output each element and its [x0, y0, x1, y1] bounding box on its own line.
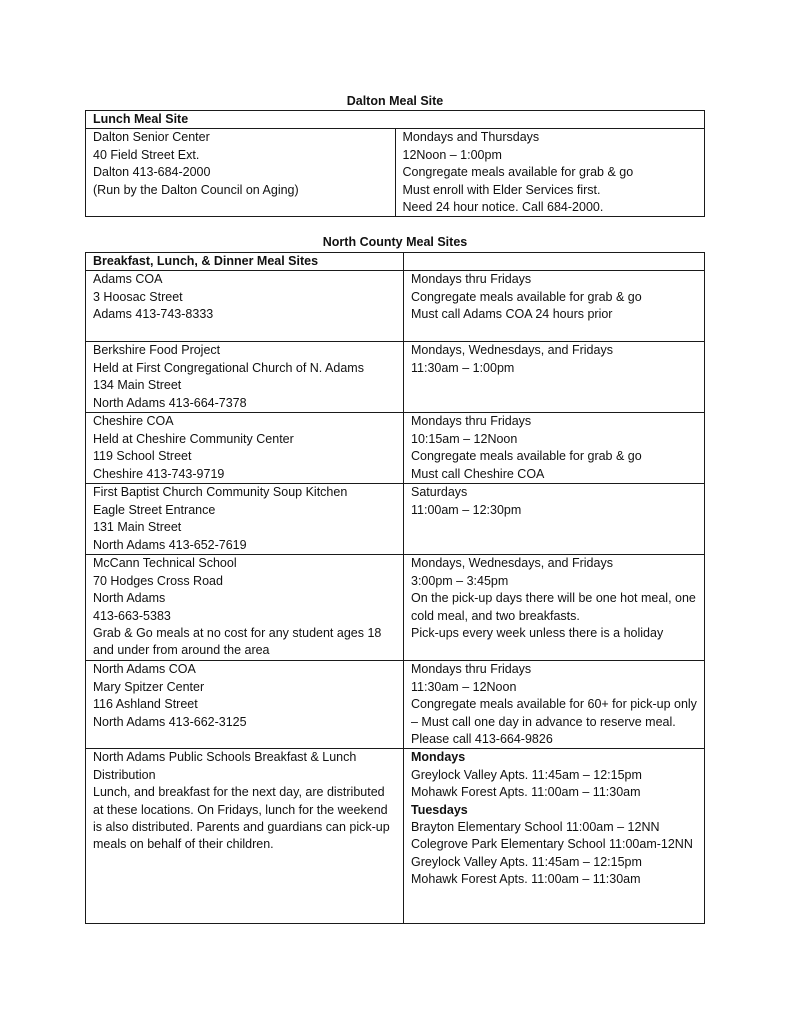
table-row — [86, 555, 705, 661]
site-phone: North Adams 413-662-3125 — [93, 714, 247, 729]
schedule-note: Must call Adams COA 24 hours prior — [411, 307, 613, 322]
schedule-note: On the pick-up days there will be one hot meal, one cold meal, and two breakfasts. — [411, 591, 696, 623]
table-header-row — [86, 111, 705, 129]
schedule-note: Must enroll with Elder Services first. — [402, 182, 601, 197]
site-location: Mary Spitzer Center — [93, 679, 205, 694]
schedule-days: Mondays and Thursdays — [402, 130, 540, 145]
site-location: Eagle Street Entrance — [93, 502, 216, 517]
schedule-location: Mohawk Forest Apts. 11:00am – 11:30am — [411, 785, 641, 800]
meal-sites-header: Breakfast, Lunch, & Dinner Meal Sites — [86, 253, 404, 271]
dalton-meal-table — [85, 110, 705, 217]
schedule-time: 11:30am – 12Noon — [411, 679, 517, 694]
site-location: Held at Cheshire Community Center — [93, 431, 294, 446]
site-address: 3 Hoosac Street — [93, 289, 183, 304]
site-info-cell — [86, 129, 396, 217]
site-info-cell — [86, 555, 404, 661]
schedule-time: 12Noon – 1:00pm — [402, 147, 502, 162]
site-address: 70 Hodges Cross Road — [93, 573, 223, 588]
site-phone: North Adams 413-652-7619 — [93, 537, 247, 552]
schedule-note: Congregate meals available for grab & go — [411, 449, 642, 464]
site-name: Cheshire COA — [93, 414, 174, 429]
site-note: Grab & Go meals at no cost for any student ages 18 and under from around the area — [93, 626, 382, 658]
site-name: First Baptist Church Community Soup Kitchen — [93, 485, 348, 500]
schedule-location: Greylock Valley Apts. 11:45am – 12:15pm — [411, 767, 642, 782]
schedule-time: 11:00am – 12:30pm — [411, 502, 522, 517]
site-info-cell — [86, 413, 404, 484]
schedule-cell — [404, 555, 705, 661]
schedule-cell — [404, 413, 705, 484]
tuesdays-label: Tuesdays — [411, 802, 468, 817]
north-county-section-title: North County Meal Sites — [322, 235, 468, 249]
mondays-label: Mondays — [411, 750, 466, 765]
schedule-cell — [404, 661, 705, 749]
site-address: 119 School Street — [93, 449, 192, 464]
schedule-time: 3:00pm – 3:45pm — [411, 573, 509, 588]
schedule-days: Mondays thru Fridays — [411, 414, 532, 429]
site-location: Held at First Congregational Church of N. Adams — [93, 360, 364, 375]
site-note: (Run by the Dalton Council on Aging) — [93, 182, 299, 197]
schedule-location: Brayton Elementary School 11:00am – 12NN — [411, 820, 660, 835]
table-row — [86, 749, 705, 924]
schedule-note: Must call Cheshire COA — [411, 466, 545, 481]
site-address: 40 Field Street Ext. — [93, 147, 200, 162]
schedule-note: Congregate meals available for 60+ for pick-up only – Must call one day in advance to reserve meal. Please call 413-664-9826 — [411, 697, 697, 747]
schedule-location: Greylock Valley Apts. 11:45am – 12:15pm — [411, 854, 642, 869]
site-info-cell — [86, 661, 404, 749]
site-phone: Adams 413-743-8333 — [93, 307, 214, 322]
schedule-days: Mondays thru Fridays — [411, 662, 532, 677]
schedule-note: Congregate meals available for grab & go — [411, 289, 642, 304]
table-row — [86, 661, 705, 749]
table-row — [86, 484, 705, 555]
table-row — [86, 271, 705, 342]
schedule-time: 11:30am – 1:00pm — [411, 360, 515, 375]
schedule-location: Mohawk Forest Apts. 11:00am – 11:30am — [411, 872, 641, 887]
schedule-cell — [404, 342, 705, 413]
site-phone: 413-663-5383 — [93, 608, 171, 623]
schedule-note: Congregate meals available for grab & go — [402, 165, 634, 180]
schedule-note: Need 24 hour notice. Call 684-2000. — [402, 200, 604, 215]
site-info-cell — [86, 484, 404, 555]
table-header-row — [86, 253, 705, 271]
table-row — [86, 342, 705, 413]
schedule-cell — [404, 271, 705, 342]
table-row — [86, 129, 705, 217]
site-city: North Adams — [93, 591, 166, 606]
schedule-cell — [404, 484, 705, 555]
site-phone: Dalton 413-684-2000 — [93, 165, 211, 180]
schedule-location: Colegrove Park Elementary School 11:00am-12NN — [411, 837, 693, 852]
table-row — [86, 413, 705, 484]
dalton-section-title: Dalton Meal Site — [346, 94, 444, 108]
site-info-cell — [86, 342, 404, 413]
schedule-days: Saturdays — [411, 485, 468, 500]
schedule-note: Pick-ups every week unless there is a holiday — [411, 626, 664, 641]
schedule-time: 10:15am – 12Noon — [411, 431, 518, 446]
schedule-cell — [395, 129, 705, 217]
site-phone: Cheshire 413-743-9719 — [93, 466, 225, 481]
north-county-meal-table — [85, 252, 705, 924]
site-info-cell — [86, 749, 404, 924]
schedule-days: Mondays thru Fridays — [411, 272, 532, 287]
site-info-cell — [86, 271, 404, 342]
lunch-meal-site-header: Lunch Meal Site — [86, 111, 705, 129]
site-address: 134 Main Street — [93, 378, 182, 393]
site-address: 116 Ashland Street — [93, 697, 198, 712]
site-address: 131 Main Street — [93, 520, 182, 535]
schools-description: North Adams Public Schools Breakfast & Lunch Distribution Lunch, and breakfast for the next day, are distributed at these locations. On Fridays, lunch for the weekend is also distributed. Parents and guardians can pick-up meals on behalf of their children. — [93, 750, 390, 852]
schedule-days: Mondays, Wednesdays, and Fridays — [411, 556, 613, 571]
site-name: North Adams COA — [93, 662, 196, 677]
site-name: Berkshire Food Project — [93, 343, 221, 358]
header-blank-cell — [404, 253, 705, 271]
site-name: Adams COA — [93, 272, 163, 287]
site-name: McCann Technical School — [93, 556, 237, 571]
schedule-cell — [404, 749, 705, 924]
schedule-days: Mondays, Wednesdays, and Fridays — [411, 343, 613, 358]
site-name: Dalton Senior Center — [93, 130, 210, 145]
site-phone: North Adams 413-664-7378 — [93, 395, 247, 410]
